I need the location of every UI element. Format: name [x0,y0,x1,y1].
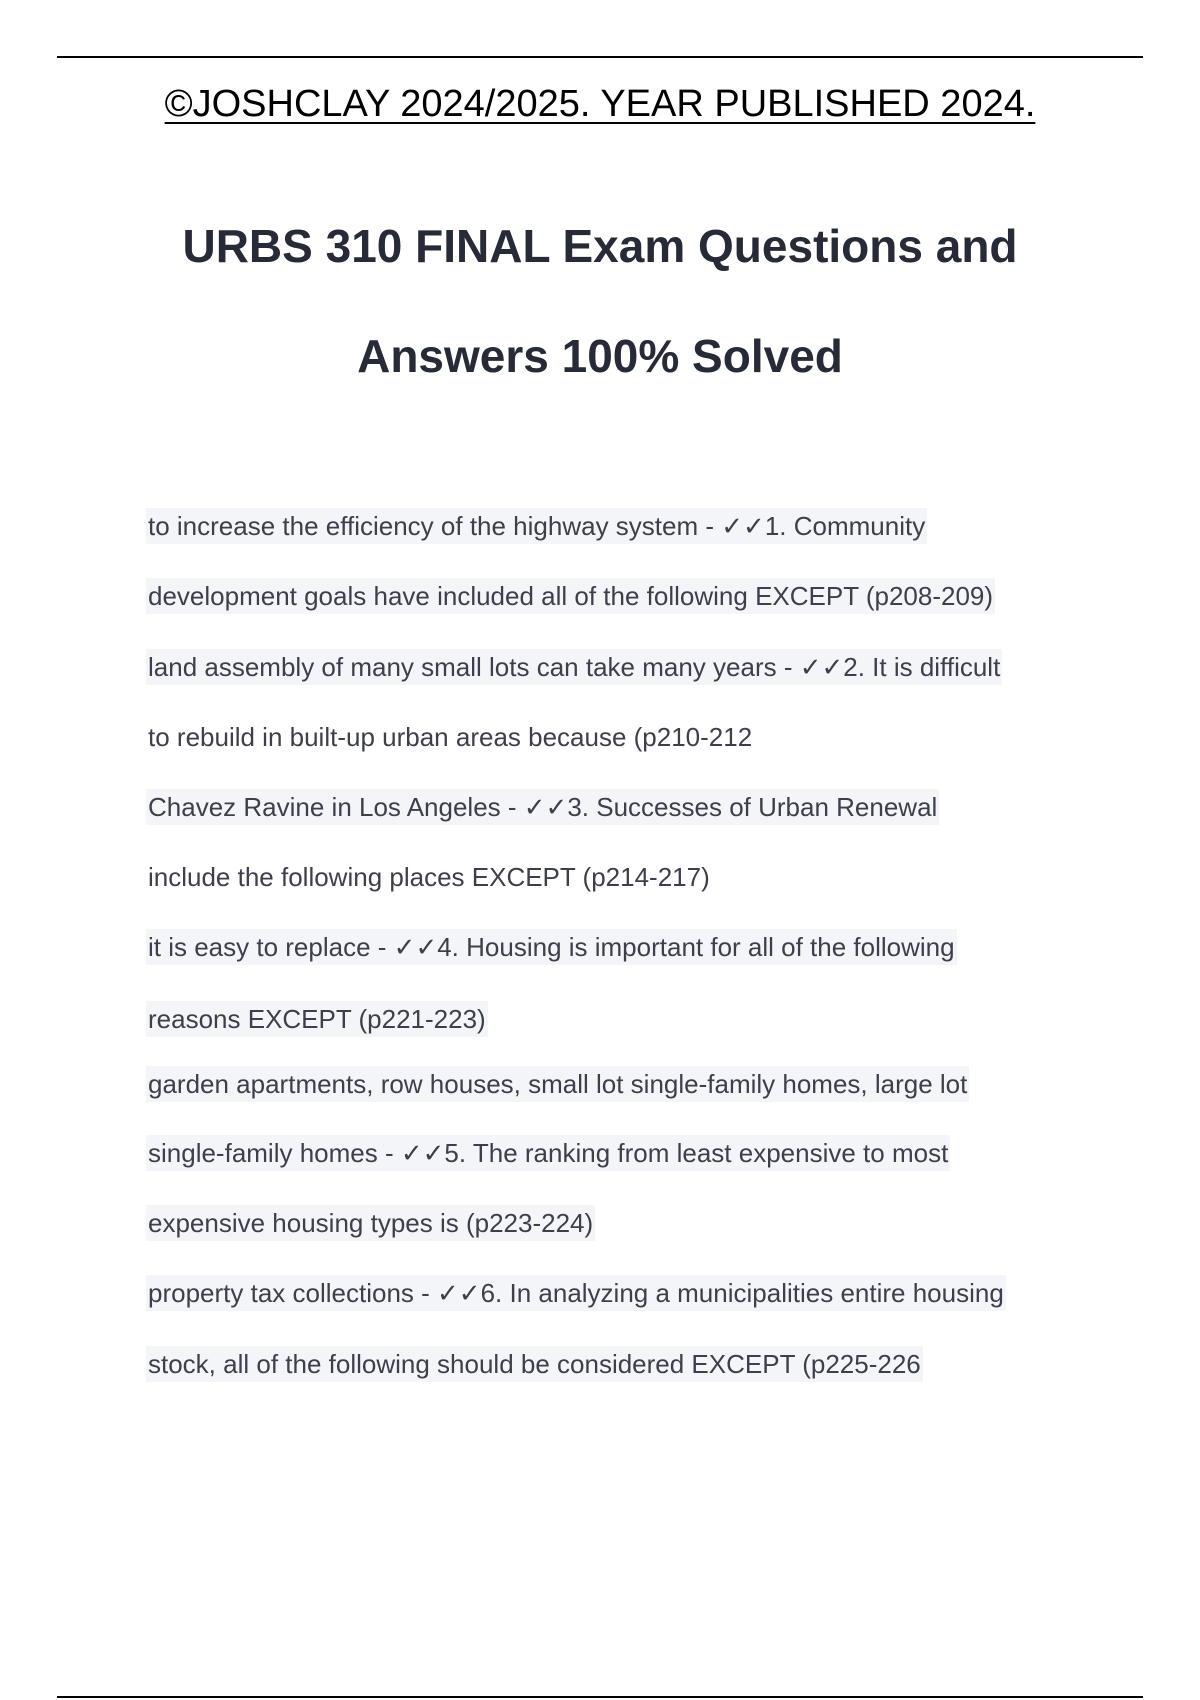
qa-3-line-2: include the following places EXCEPT (p214-217) [148,862,710,892]
qa-5-line-2: single-family homes - ✓✓5. The ranking from least expensive to most [146,1135,950,1171]
qa-5-line-1: garden apartments, row houses, small lot single-family homes, large lot [146,1066,969,1102]
copyright-text: ©JOSHCLAY 2024/2025. YEAR PUBLISHED 2024. [164,83,1036,125]
bottom-rule [57,1696,1143,1698]
top-rule [57,56,1143,58]
qa-4-line-2: reasons EXCEPT (p221-223) [146,1001,488,1037]
document-title-line-2: Answers 100% Solved [357,330,843,382]
qa-1-line-1: to increase the efficiency of the highway system - ✓✓1. Community [146,508,927,544]
qa-2-line-2: to rebuild in built-up urban areas because (p210-212 [148,722,753,752]
qa-5-line-3: expensive housing types is (p223-224) [146,1205,595,1241]
qa-2-line-1: land assembly of many small lots can take many years - ✓✓2. It is difficult [146,649,1002,685]
qa-3-line-1: Chavez Ravine in Los Angeles - ✓✓3. Successes of Urban Renewal [146,789,939,825]
qa-6-line-1: property tax collections - ✓✓6. In analyzing a municipalities entire housing [146,1275,1006,1311]
qa-4-line-1: it is easy to replace - ✓✓4. Housing is important for all of the following [146,929,957,965]
qa-6-line-2: stock, all of the following should be considered EXCEPT (p225-226 [146,1346,923,1382]
copyright-header [0,76,1200,132]
document-title-line-1: URBS 310 FINAL Exam Questions and [182,220,1018,272]
qa-1-line-2: development goals have included all of the following EXCEPT (p208-209) [146,578,995,614]
